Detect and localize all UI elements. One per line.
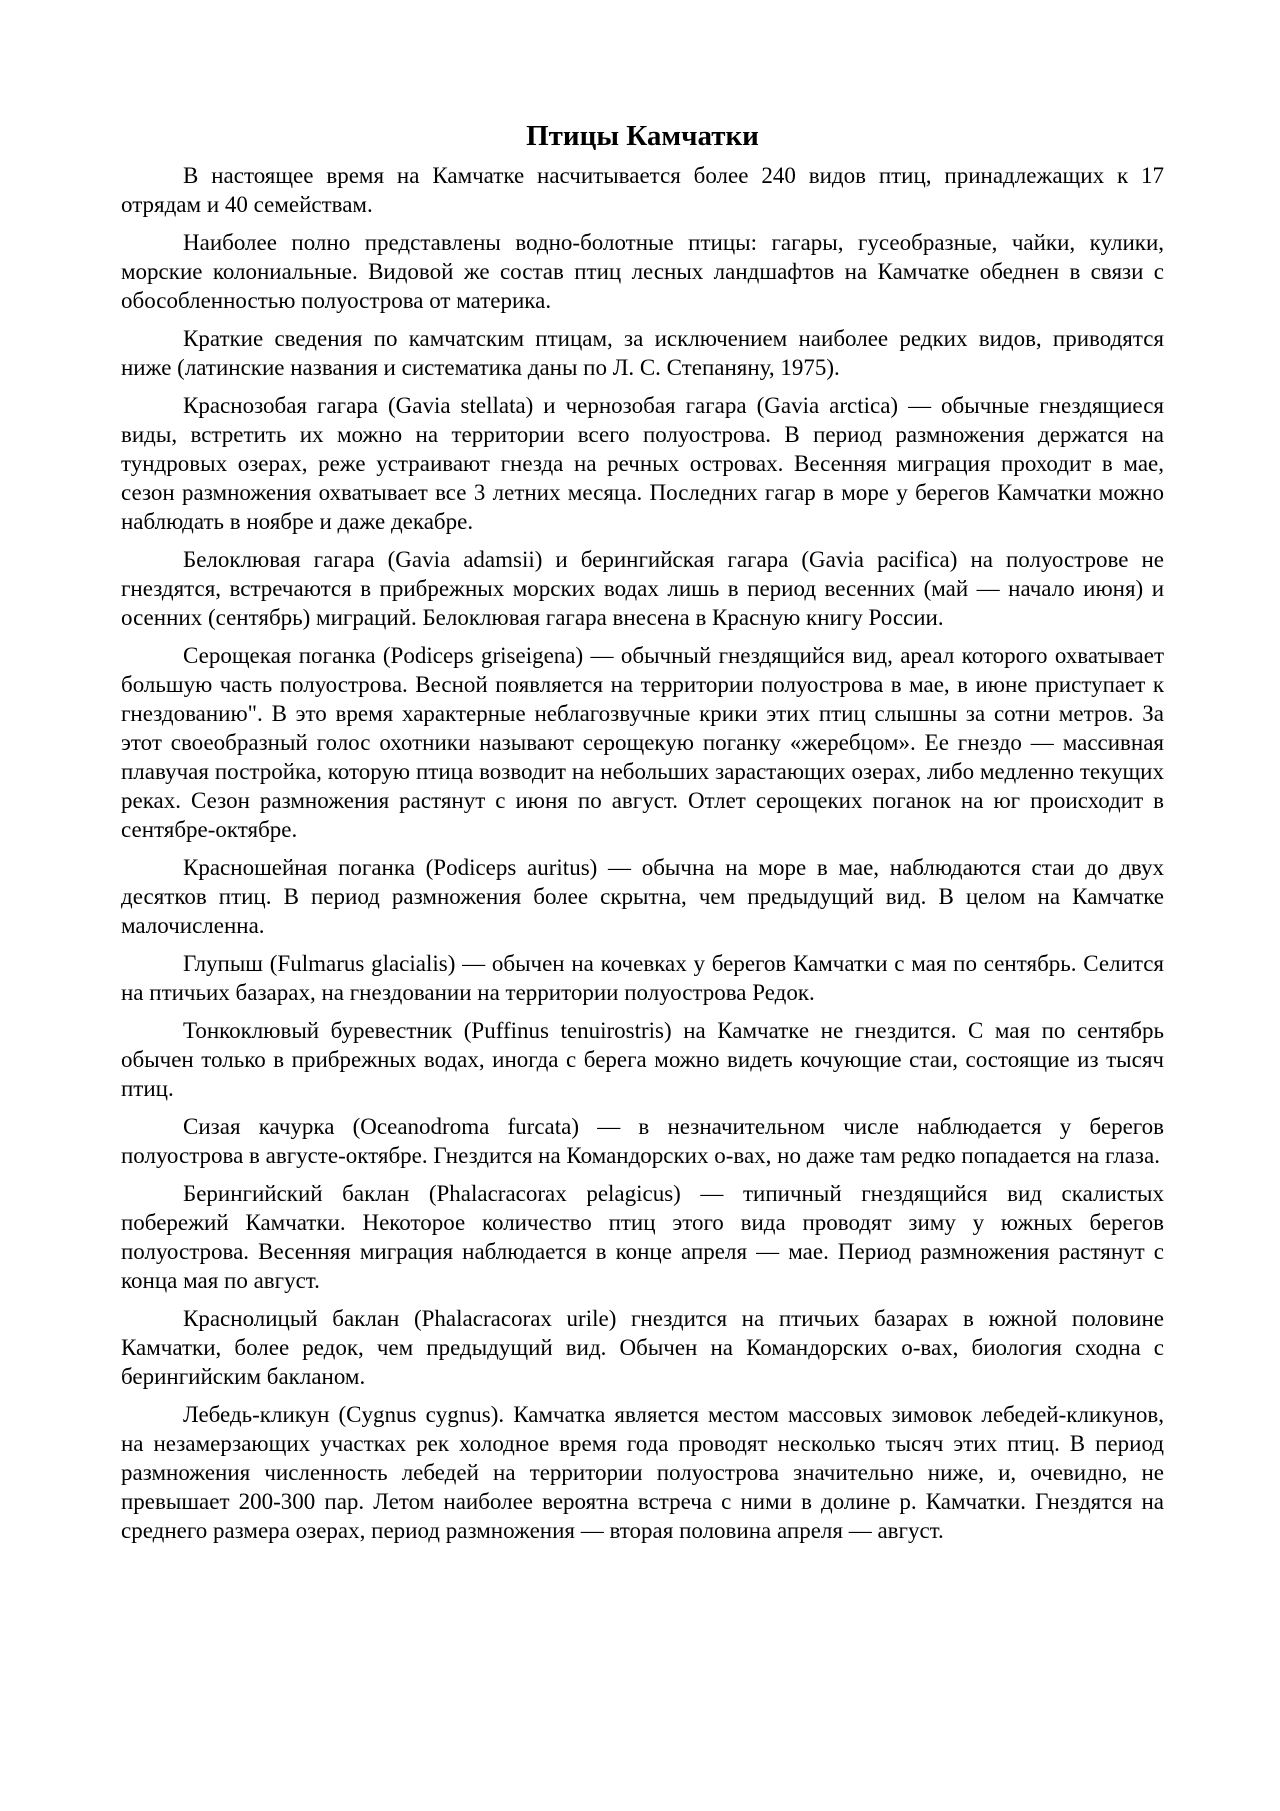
paragraph-intro-note: Краткие сведения по камчатским птицам, за исключением наиболее редких видов, приводятся ниже (латинские названия и систематика даны по Л. С. Степаняну, 1975).	[121, 326, 1164, 380]
paragraph-short-tailed-shearwater: Тонкоклювый буревестник (Puffinus tenuirostris) на Камчатке не гнездится. С мая по сентябрь обычен только в прибрежных водах, иногда с берега можно видеть кочующие стаи, состоящие из тысяч птиц.	[121, 1018, 1164, 1101]
paragraph-red-faced-cormorant: Краснолицый баклан (Phalacracorax urile) гнездится на птичьих базарах в южной половине Камчатки, более редок, чем предыдущий вид. Обычен на Командорских о-вах, биология сходна с берингийским бакланом.	[121, 1306, 1164, 1389]
paragraph-white-billed-pacific-loons: Белоклювая гагара (Gavia adamsii) и берингийская гагара (Gavia pacifica) на полуострове не гнездятся, встречаются в прибрежных морских водах лишь в период весенних (май — начало июня) и осенних (сентябрь) миграций. Белоклювая гагара внесена в Красную книгу России.	[121, 547, 1164, 630]
paragraph-pelagic-cormorant: Берингийский баклан (Phalacracorax pelagicus) — типичный гнездящийся вид скалистых побережий Камчатки. Некоторое количество птиц этого вида проводят зиму у южных берегов полуострова. Весенняя миграция наблюдается в конце апреля — мае. Период размножения растянут с конца мая по август.	[121, 1181, 1164, 1293]
paragraph-storm-petrel: Сизая качурка (Oceanodroma furcata) — в незначительном числе наблюдается у берегов полуострова в августе-октябре. Гнездится на Командорских о-вах, но даже там редко попадается на глаза.	[121, 1114, 1164, 1168]
paragraph-red-necked-grebe: Серощекая поганка (Podiceps griseigena) — обычный гнездящийся вид, ареал которого охватывает большую часть полуострова. Весной появляется на территории полуострова в мае, в июне приступает к гнездованию". В это время характерные неблагозвучные крики этих птиц слышны за сотни метров. За этот своеобразный голос охотники называют серощекую поганку «жеребцом». Ее гнездо — массивная плавучая постройка, которую птица возводит на небольших зарастающих озерах, либо медленно текущих реках. Сезон размножения растянут с июня по август. Отлет серощеких поганок на юг происходит в сентябре-октябре.	[121, 643, 1164, 842]
paragraph-whooper-swan: Лебедь-кликун (Cygnus cygnus). Камчатка является местом массовых зимовок лебедей-кликунов, на незамерзающих участках рек холодное время года проводят несколько тысяч этих птиц. В период размножения численность лебедей на территории полуострова значительно ниже, и, очевидно, не превышает 200-300 пар. Летом наиболее вероятна встреча с ними в долине р. Камчатки. Гнездятся на среднего размера озерах, период размножения — вторая половина апреля — август.	[121, 1402, 1164, 1543]
paragraph-red-black-throated-loons: Краснозобая гагара (Gavia stellata) и чернозобая гагара (Gavia arctica) — обычные гнездящиеся виды, встретить их можно на территории всего полуострова. В период размножения держатся на тундровых озерах, реже устраивают гнезда на речных островах. Весенняя миграция проходит в мае, сезон размножения охватывает все 3 летних месяца. Последних гагар в море у берегов Камчатки можно наблюдать в ноябре и даже декабре.	[121, 393, 1164, 534]
paragraph-horned-grebe: Красношейная поганка (Podiceps auritus) — обычна на море в мае, наблюдаются стаи до двух десятков птиц. В период размножения более скрытна, чем предыдущий вид. В целом на Камчатке малочисленна.	[121, 855, 1164, 938]
document-body	[121, 118, 1164, 1554]
paragraph-total-species: В настоящее время на Камчатке насчитывается более 240 видов птиц, принадлежащих к 17 отрядам и 40 семействам.	[121, 163, 1164, 217]
page-title: Птицы Камчатки	[526, 120, 759, 152]
paragraph-waterbirds-overview: Наиболее полно представлены водно-болотные птицы: гагары, гусеобразные, чайки, кулики, морские колониальные. Видовой же состав птиц лесных ландшафтов на Камчатке обеднен в связи с обособленностью полуострова от материка.	[121, 230, 1164, 313]
paragraph-fulmar: Глупыш (Fulmarus glacialis) — обычен на кочевках у берегов Камчатки с мая по сентябрь. Селится на птичьих базарах, на гнездовании на территории полуострова Редок.	[121, 951, 1164, 1005]
